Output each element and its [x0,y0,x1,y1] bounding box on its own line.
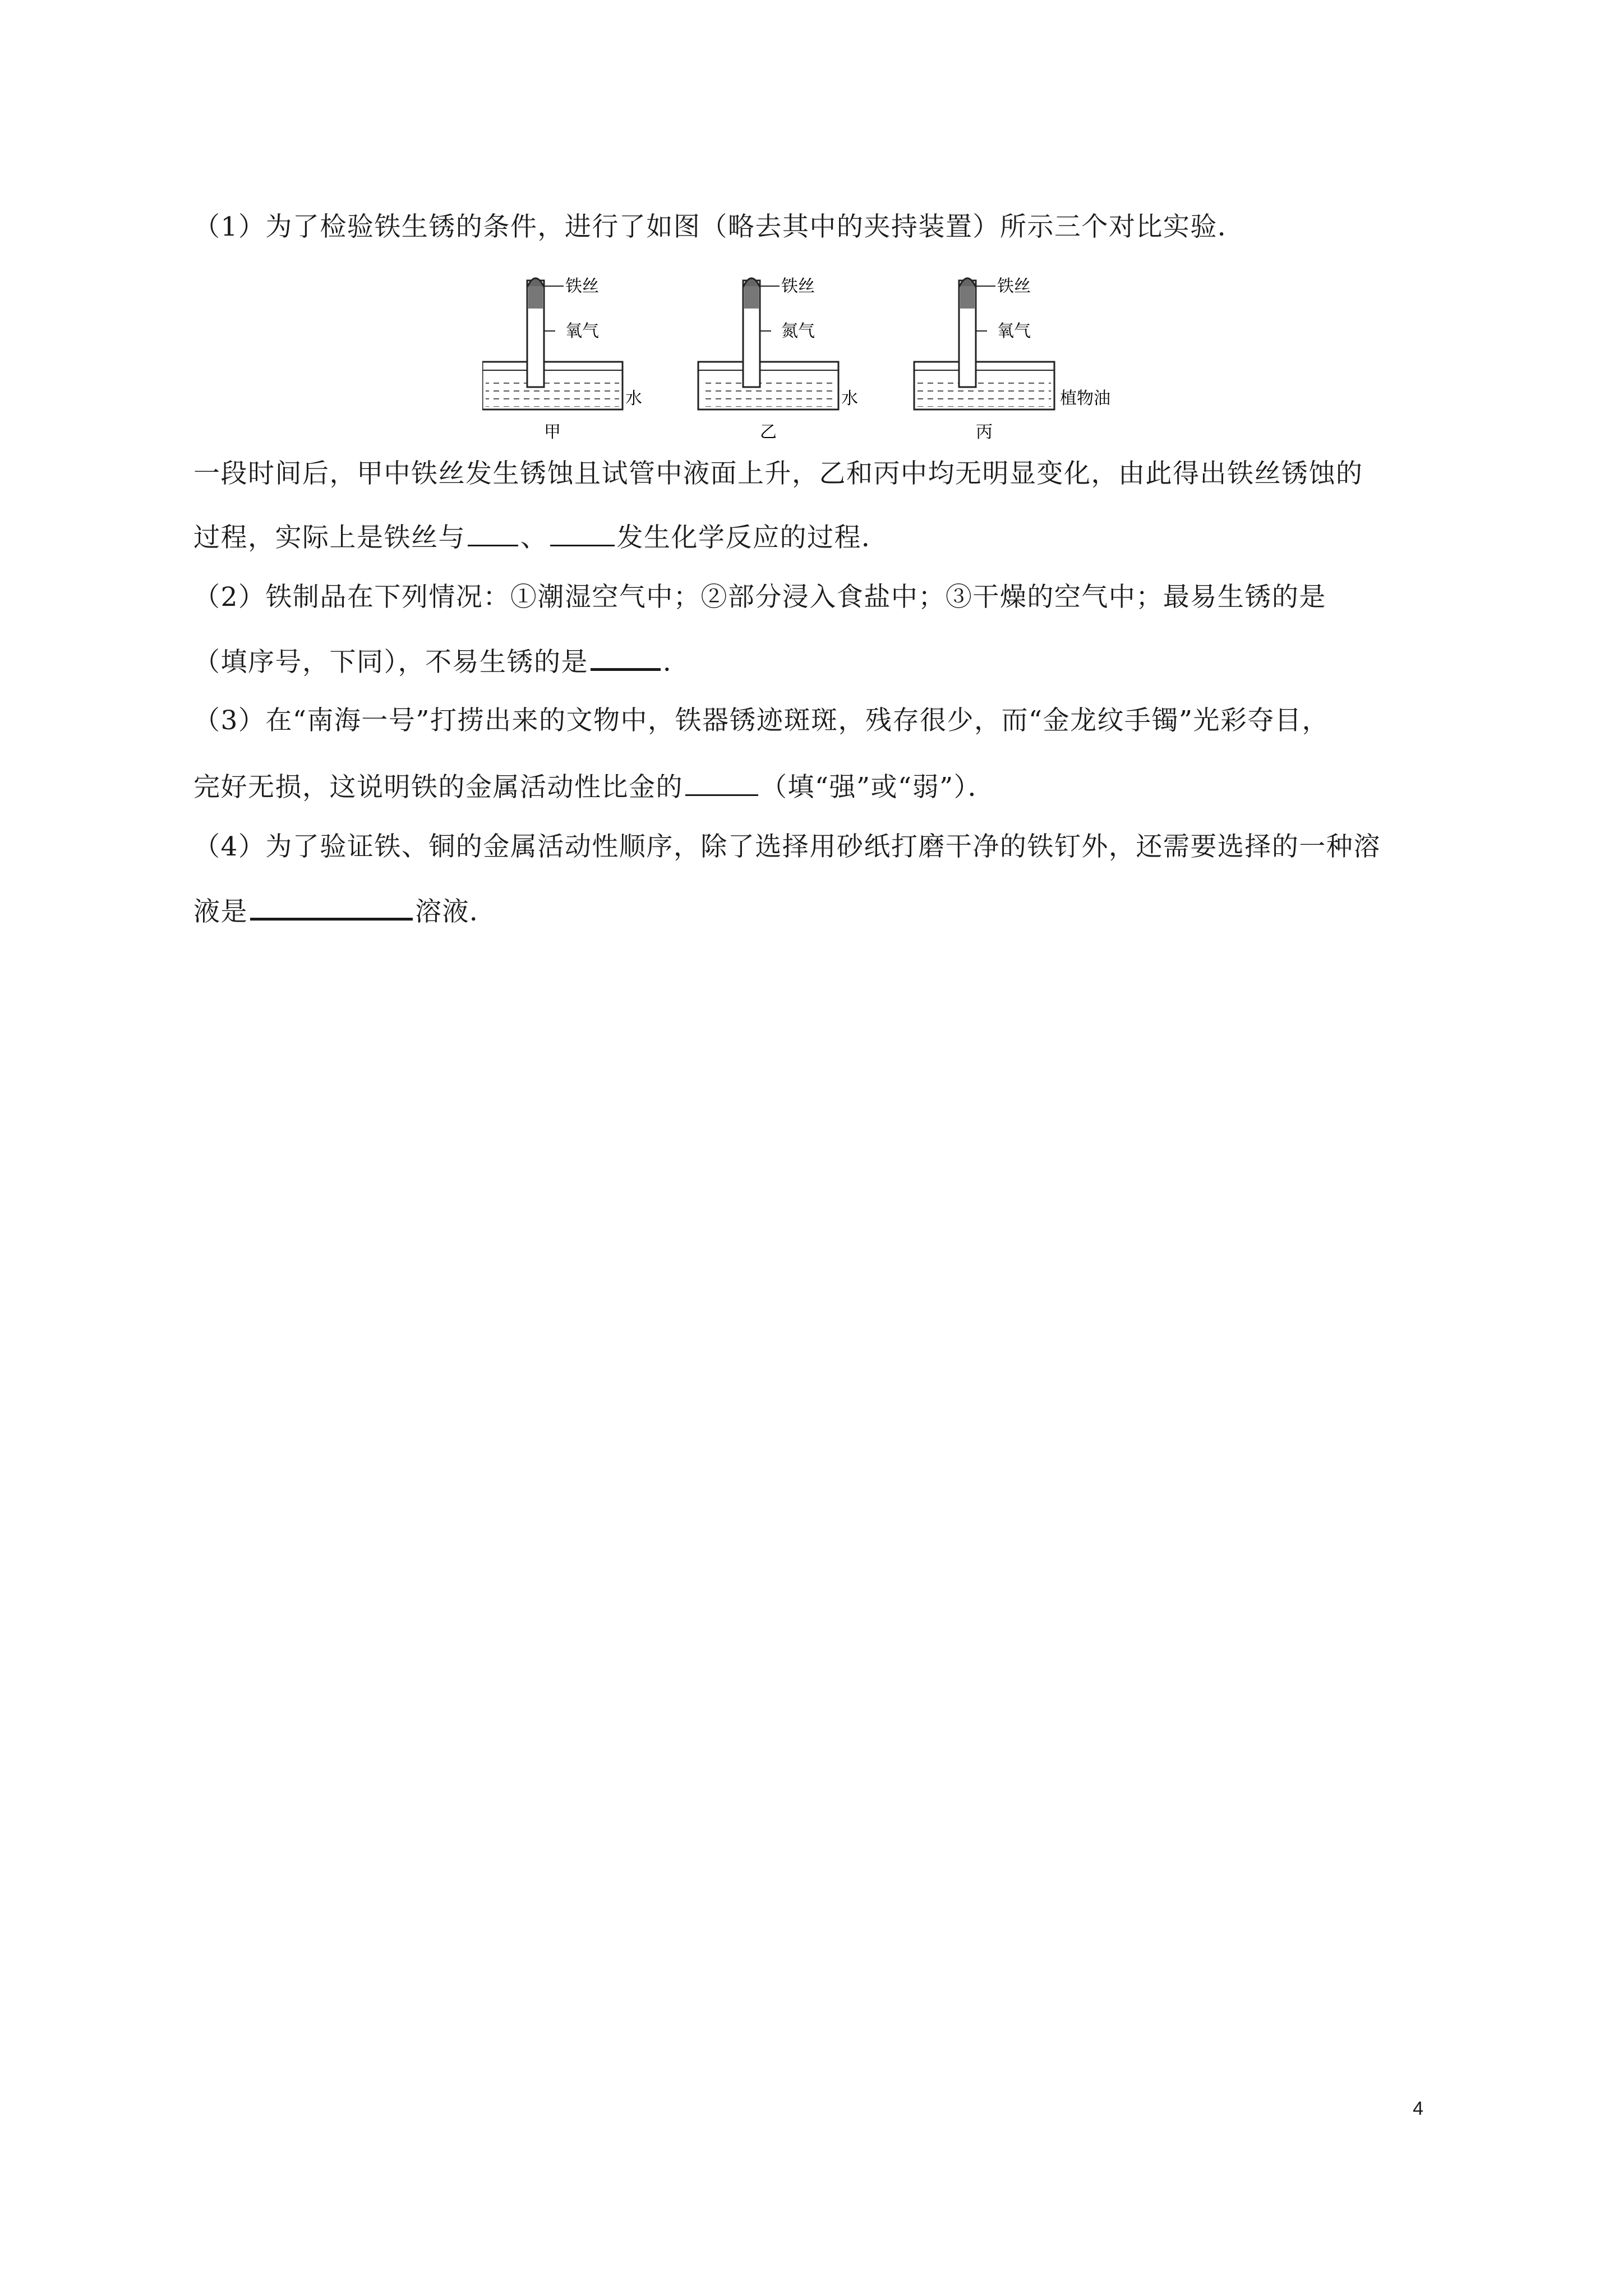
yi-gas-label: 氮气 [781,321,815,341]
jia-liquid-label: 水 [625,389,642,408]
q2-line2-a: （填序号，下同），不易生锈的是 [193,647,588,678]
q1-para-line1: 一段时间后，甲中铁丝发生锈蚀且试管中液面上升，乙和丙中均无明显变化，由此得出铁丝锈蚀的 [193,458,1363,489]
bing-top-label: 铁丝 [997,277,1031,296]
q4-line2 [193,892,497,929]
q4-line1: （4）为了验证铁、铜的金属活动性顺序，除了选择用砂纸打磨干净的铁钉外，还需要选择的一种溶 [193,831,1381,862]
page-number: 4 [1413,2098,1423,2119]
q2-line2 [193,642,690,679]
yi-caption: 乙 [760,422,777,442]
answer-blank-1[interactable] [468,519,518,546]
answer-blank-3[interactable] [591,642,661,671]
answer-blank-5[interactable] [250,892,413,921]
bing-caption: 丙 [976,422,993,442]
rust-experiment-figure [482,269,1155,449]
q1-para-line2 [193,519,889,555]
q1-intro: （1）为了检验铁生锈的条件，进行了如图（略去其中的夹持装置）所示三个对比实验． [193,211,1245,242]
q1-para-line2-sep: 、 [520,522,548,553]
q3-line2 [193,769,995,804]
q1-para-line2-a: 过程，实际上是铁丝与 [193,522,465,553]
q3-line2-b: （填“强”或“弱”）． [760,772,995,803]
answer-blank-4[interactable] [685,769,758,796]
yi-top-label: 铁丝 [781,277,815,296]
q2-line2-end: ． [663,647,690,678]
q4-line2-a: 液是 [193,896,248,927]
q2-line1: （2）铁制品在下列情况：①潮湿空气中；②部分浸入食盐中；③干燥的空气中；最易生锈的是 [193,582,1326,613]
setup-bing [914,277,1110,442]
answer-blank-2[interactable] [550,519,615,546]
q4-line2-b: 溶液． [415,896,497,927]
jia-top-label: 铁丝 [565,277,599,296]
bing-liquid-label: 植物油 [1060,389,1110,408]
jia-caption: 甲 [544,422,561,442]
q1-para-line2-b: 发生化学反应的过程． [616,522,889,553]
setup-yi [698,277,858,442]
yi-liquid-label: 水 [841,389,858,408]
q3-line1: （3）在“南海一号”打捞出来的文物中，铁器锈迹斑斑，残存很少，而“金龙纹手镯”光彩夺目， [193,705,1330,736]
q3-line2-a: 完好无损，这说明铁的金属活动性比金的 [193,772,683,803]
setup-jia [482,277,642,442]
bing-gas-label: 氧气 [997,321,1031,341]
jia-gas-label: 氧气 [565,321,599,341]
